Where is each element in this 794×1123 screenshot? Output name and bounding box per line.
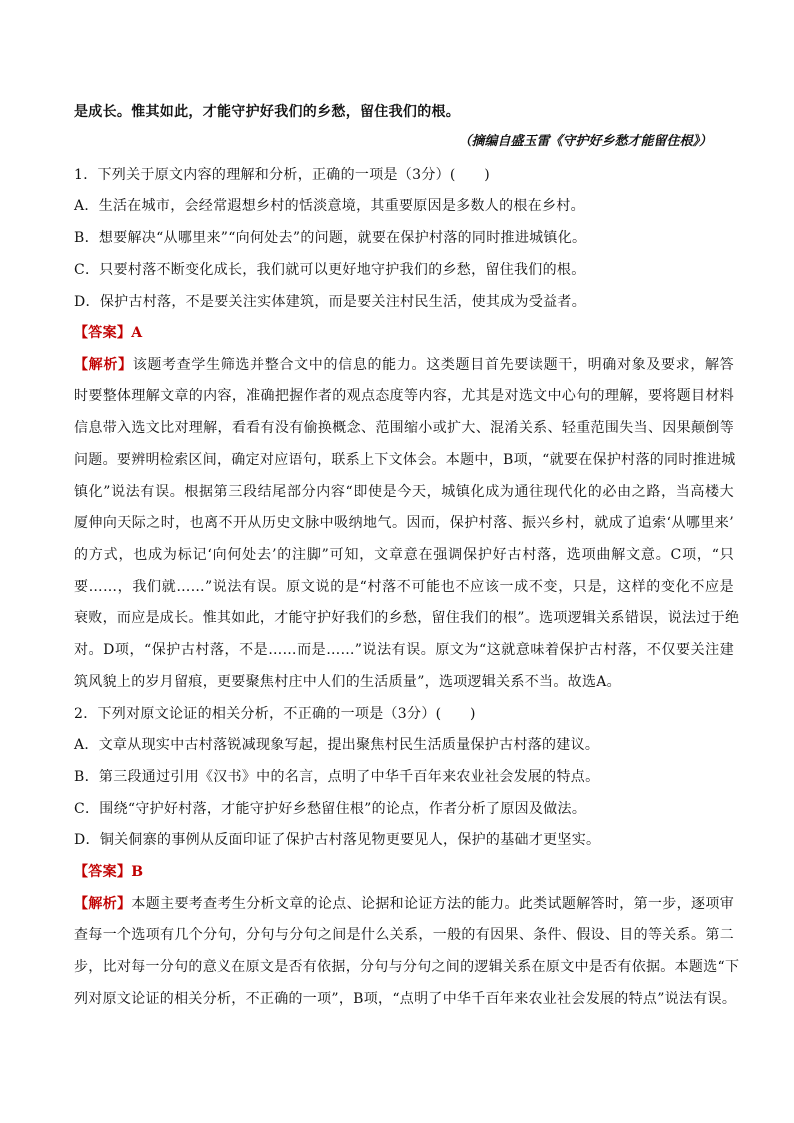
answer-value: A [131, 325, 143, 341]
q1-answer [74, 323, 734, 343]
q1-option-a: A．生活在城市，会经常遐想乡村的恬淡意境，其重要原因是多数人的根在乡村。 [74, 198, 585, 214]
q1-option-b: B．想要解决“从哪里来”“向何处去”的问题，就要在保护村落的同时推进城镇化。 [74, 230, 587, 246]
q1-option-d: D．保护古村落，不是要关注实体建筑，而是要关注村民生活，使其成为受益者。 [74, 294, 587, 310]
q2-analysis-line: 查每一个选项有几个分句，分句与分句之间是什么关系，一般的有因果、条件、假设、目的等关系。第二 [74, 927, 734, 943]
analysis-tag: 【解析】 [74, 896, 132, 912]
q2-answer [74, 862, 734, 882]
q1-analysis-line: 【解析】该题考查学生筛选并整合文中的信息的能力。这类题目首先要读题干，明确对象及要求，解答 [74, 357, 734, 373]
source-citation: （摘编自盛玉雷《守护好乡愁才能留住根》） [458, 134, 712, 149]
q1-analysis-line: 衰败，而应是成长。惟其如此，才能守护好我们的乡愁，留住我们的根”。选项逻辑关系错误，说法过于绝 [74, 610, 740, 626]
q2-option-a: A．文章从现实中古村落锐减现象写起，提出聚焦村民生活质量保护古村落的建议。 [74, 737, 600, 753]
answer-tag: 【答案】 [74, 864, 132, 880]
q1-stem: 1．下列关于原文内容的理解和分析，正确的一项是（3分）( ) [74, 167, 491, 183]
q2-option-c: C．围绕“守护好村落，才能守护好乡愁留住根”的论点，作者分析了原因及做法。 [74, 801, 587, 817]
q1-option-c: C．只要村落不断变化成长，我们就可以更好地守护我们的乡愁，留住我们的根。 [74, 262, 586, 278]
q2-option-b: B．第三段通过引用《汉书》中的名言，点明了中华千百年来农业社会发展的特点。 [74, 769, 600, 785]
q1-analysis-line: 信息带入选文比对理解，看看有没有偷换概念、范围缩小或扩大、混淆关系、轻重范围失当、因果颠倒等 [74, 420, 734, 436]
q2-analysis-line: 【解析】本题主要考查考生分析文章的论点、论据和论证方法的能力。此类试题解答时，第一步，逐项审 [74, 896, 734, 912]
intro-tail: 是成长。惟其如此，才能守护好我们的乡愁，留住我们的根。 [74, 104, 461, 120]
q1-analysis-line: 筑风貌上的岁月留痕，更要聚焦村庄中人们的生活质量”，选项逻辑关系不当。故选A。 [74, 674, 621, 690]
q1-analysis-line: 对。D项，“保护古村落，不是……而是……”说法有误。原文为“这就意味着保护古村落，不仅要关注建 [74, 642, 734, 658]
q1-analysis-line: 厦伸向天际之时，也离不开从历史文脉中吸纳地气。因而，保护村落、振兴乡村，就成了追索‘从哪里来’ [74, 515, 734, 531]
q1-analysis-line: 问题。要辨明检索区间，确定对应语句，联系上下文体会。本题中，B项，“就要在保护村落的同时推进城 [74, 452, 736, 468]
q1-analysis-line: 的方式，也成为标记‘向何处去’的注脚”可知，文章意在强调保护好古村落，选项曲解文意。C项，“只 [74, 547, 734, 563]
q2-analysis-line: 列对原文论证的相关分析，不正确的一项”，B项，“点明了中华千百年来农业社会发展的特点”说法有误。 [74, 991, 737, 1007]
q2-option-d: D．铜关侗寨的事例从反面印证了保护古村落见物更要见人，保护的基础才更坚实。 [74, 832, 601, 848]
q1-analysis-line: 要……，我们就……”说法有误。原文说的是“村落不可能也不应该一成不变，只是，这样的变化不应是 [74, 579, 734, 595]
answer-tag: 【答案】 [74, 325, 132, 341]
analysis-tag: 【解析】 [74, 357, 133, 373]
q1-analysis-line: 镇化”说法有误。根据第三段结尾部分内容“即使是今天，城镇化成为通往现代化的必由之路，当高楼大 [74, 484, 734, 500]
answer-value: B [131, 864, 144, 880]
q1-analysis-line: 时要整体理解文章的内容，准确把握作者的观点态度等内容，尤其是对选文中心句的理解，要将题目材料 [74, 388, 734, 404]
q2-stem: 2．下列对原文论证的相关分析，不正确的一项是（3分）( ) [74, 706, 476, 722]
q2-analysis-line: 步，比对每一分句的意义在原文是否有依据，分句与分句之间的逻辑关系在原文中是否有依据。本题选“下 [74, 959, 740, 975]
